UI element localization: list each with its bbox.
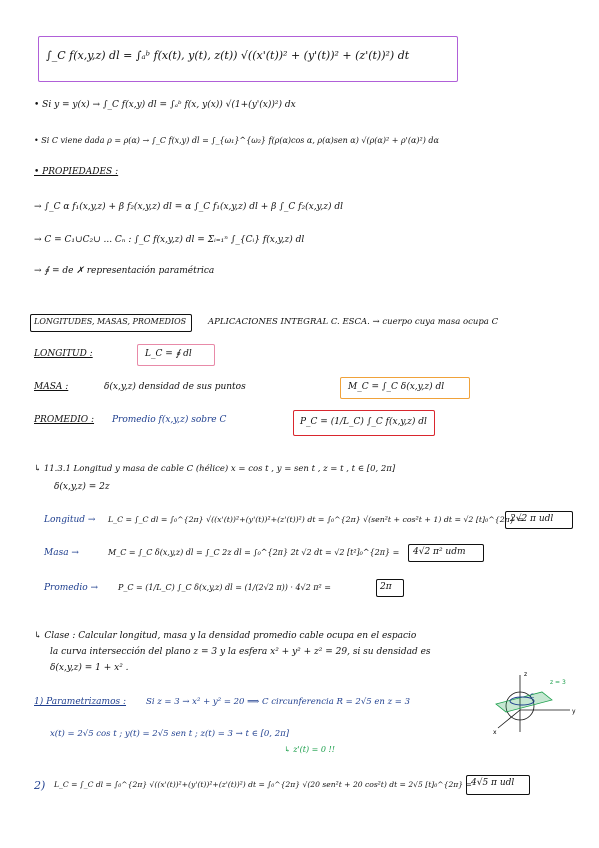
ex2-step2-result: 4√5 π udl bbox=[471, 778, 515, 788]
y-axis-label: y bbox=[572, 708, 576, 715]
ex2-intro-2: la curva intersección del plano z = 3 y la esfera x² + y² + z² = 29, si su densidad es bbox=[50, 647, 431, 657]
ex2-param-text: Si z = 3 → x² + y² = 20 ⟹ C circunferencia R = 2√5 en z = 3 bbox=[146, 697, 410, 707]
promedio-desc: Promedio f(x,y,z) sobre C bbox=[112, 415, 227, 425]
ex2-step2-expr: L_C = ∫_C dl = ∫₀^{2π} √((x'(t))²+(y'(t))²+(z'(t))²) dt = ∫₀^{2π} √(20 sen²t + 20 cos²t) dt = 2√5 [t]₀^{2π} = bbox=[54, 780, 472, 789]
ex1-masa-expr: M_C = ∫_C δ(x,y,z) dl = ∫_C 2z dl = ∫₀^{2π} 2t √2 dt = √2 [t²]₀^{2π} = bbox=[108, 548, 400, 557]
masa-desc: δ(x,y,z) densidad de sus puntos bbox=[104, 382, 246, 392]
ex1-masa-result: 4√2 π² udm bbox=[413, 547, 466, 557]
promedio-label: PROMEDIO : bbox=[34, 415, 95, 425]
z-axis-label: z bbox=[524, 671, 528, 678]
longitud-label: LONGITUD : bbox=[34, 349, 93, 359]
propiedad-linealidad: → ∫_C α f₁(x,y,z) + β f₂(x,y,z) dl = α ∫_C f₁(x,y,z) dl + β ∫_C f₂(x,y,z) dl bbox=[34, 202, 344, 212]
section-title: LONGITUDES, MASAS, PROMEDIOS bbox=[34, 317, 187, 326]
masa-formula: M_C = ∫_C δ(x,y,z) dl bbox=[348, 382, 445, 392]
plane-z3 bbox=[496, 692, 552, 712]
ex1-masa-label: Masa → bbox=[44, 548, 79, 558]
ex2-intro-1: ↳ Clase : Calcular longitud, masa y la densidad promedio cable ocupa en el espacio bbox=[34, 631, 417, 641]
ex2-param-eqs: x(t) = 2√5 cos t ; y(t) = 2√5 sen t ; z(t) = 3 → t ∈ [0, 2π] bbox=[50, 729, 290, 739]
c-label: C bbox=[530, 693, 535, 700]
ex2-intro-3: δ(x,y,z) = 1 + x² . bbox=[50, 663, 129, 673]
promedio-formula: P_C = (1/L_C) ∫_C f(x,y,z) dl bbox=[300, 417, 427, 427]
sphere-plane-figure bbox=[490, 670, 580, 740]
section-desc: APLICACIONES INTEGRAL C. ESCA. → cuerpo cuya masa ocupa C bbox=[208, 317, 499, 327]
propiedad-parametrica: → ∮ = de ✗ representación paramétrica bbox=[34, 266, 215, 276]
propiedad-union: → C = C₁∪C₂∪ ... Cₙ : ∫_C f(x,y,z) dl = Σᵢ₌₁ⁿ ∫_{Cᵢ} f(x,y,z) dl bbox=[34, 235, 305, 245]
ex1-header: ↳ 11.3.1 Longitud y masa de cable C (hélice) x = cos t , y = sen t , z = t , t ∈ [0, 2π] bbox=[34, 464, 396, 474]
ex1-promedio-label: Promedio → bbox=[44, 583, 99, 593]
ex1-promedio-result: 2π bbox=[380, 582, 392, 592]
x-axis bbox=[498, 710, 520, 728]
longitud-formula: L_C = ∮ dl bbox=[145, 349, 192, 359]
x-axis-label: x bbox=[493, 729, 497, 736]
masa-label: MASA : bbox=[34, 382, 69, 392]
ex1-promedio-expr: P_C = (1/L_C) ∫_C δ(x,y,z) dl = (1/(2√2 π)) · 4√2 π² = bbox=[118, 583, 331, 592]
bullet-polar: • Si C viene dada ρ = ρ(α) → ∫_C f(x,y) dl = ∫_{ω₁}^{ω₂} f(ρ(α)cos α, ρ(α)sen α) √(ρ(α)² + ρ'(α)²) dα bbox=[34, 136, 439, 145]
top-formula: ∫_C f(x,y,z) dl = ∫ₐᵇ f(x(t), y(t), z(t)) √((x'(t))² + (y'(t))² + (z'(t))²) dt bbox=[46, 49, 410, 62]
ex1-longitud-result: 2√2 π udl bbox=[510, 514, 554, 524]
ex1-longitud-label: Longitud → bbox=[44, 515, 96, 525]
ex2-step2-label: 2) bbox=[34, 779, 46, 792]
ex2-param-label: 1) Parametrizamos : bbox=[34, 697, 127, 707]
ex2-z-note: ↳ z'(t) = 0 !! bbox=[284, 745, 335, 754]
propiedades-title: • PROPIEDADES : bbox=[34, 167, 119, 177]
plane-label: z = 3 bbox=[550, 679, 566, 686]
ex1-longitud-expr: L_C = ∫_C dl = ∫₀^{2π} √((x'(t))²+(y'(t))²+(z'(t))²) dt = ∫₀^{2π} √(sen²t + cos²t + 1) dt = √2 [t]₀^{2π} = bbox=[108, 515, 524, 524]
ex1-density: δ(x,y,z) = 2z bbox=[54, 482, 110, 492]
bullet-y-of-x: • Si y = y(x) → ∫_C f(x,y) dl = ∫ₐᵇ f(x, y(x)) √(1+(y'(x))²) dx bbox=[34, 100, 296, 110]
